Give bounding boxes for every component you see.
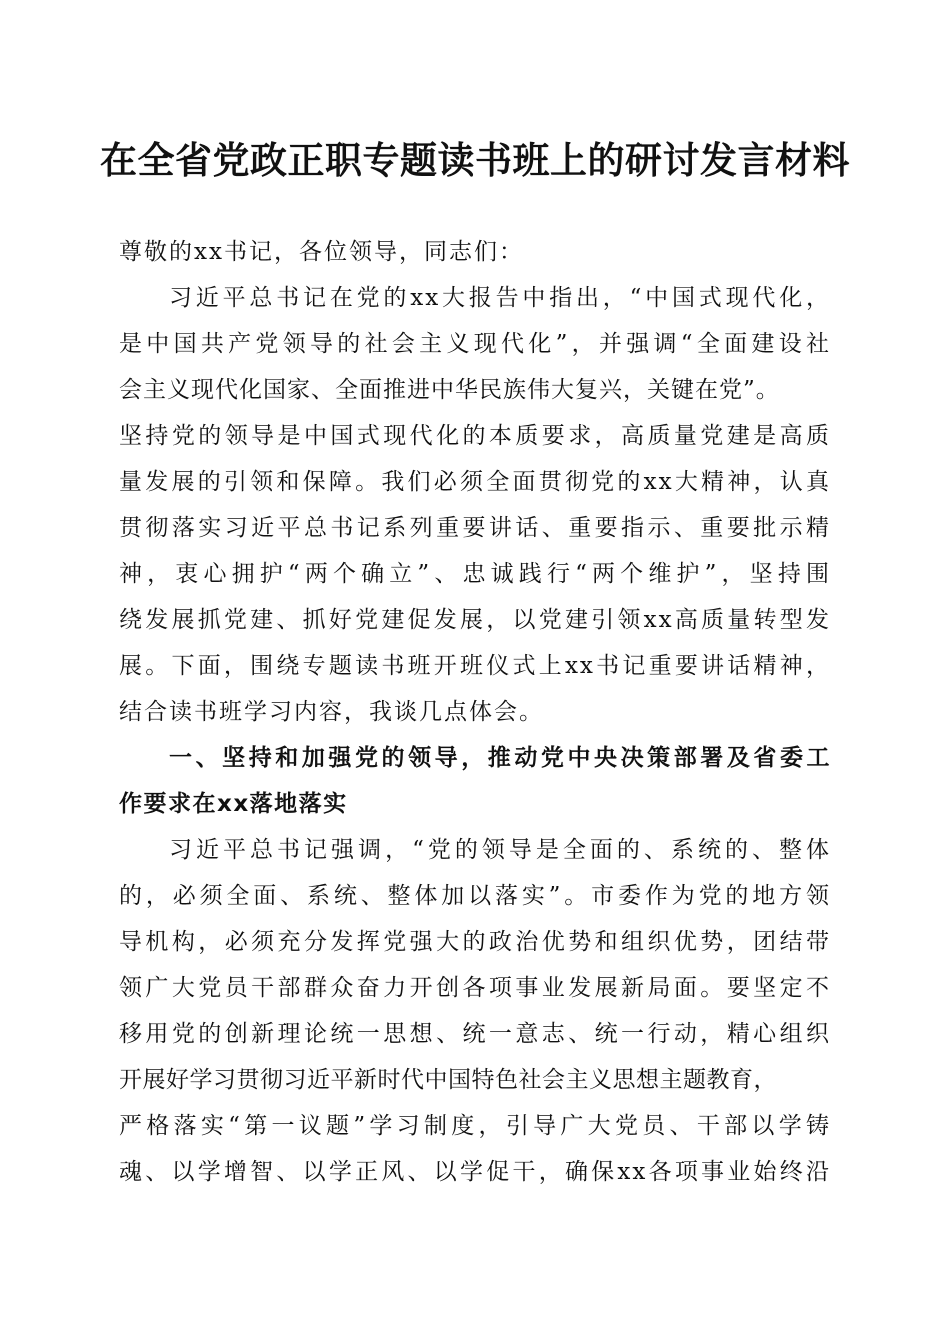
paragraph-line: 神，衷心拥护“两个确立”、忠诚践行“两个维护”，坚持围 bbox=[119, 561, 831, 587]
section-heading-line: 作要求在xx落地落实 bbox=[119, 791, 348, 817]
paragraph-line: 量发展的引领和保障。我们必须全面贯彻党的xx大精神，认真 bbox=[119, 469, 831, 495]
paragraph-line: 领广大党员干部群众奋力开创各项事业发展新局面。要坚定不 bbox=[119, 975, 831, 1001]
paragraph-line: 展。下面，围绕专题读书班开班仪式上xx书记重要讲话精神， bbox=[119, 653, 831, 679]
paragraph-line: 结合读书班学习内容，我谈几点体会。 bbox=[119, 699, 544, 725]
paragraph-line: 是中国共产党领导的社会主义现代化”，并强调“全面建设社 bbox=[119, 331, 831, 357]
section-heading-line: 一、坚持和加强党的领导，推动党中央决策部署及省委工 bbox=[169, 745, 831, 771]
paragraph-line: 开展好学习贯彻习近平新时代中国特色社会主义思想主题教育， bbox=[119, 1067, 777, 1093]
paragraph-line: 习近平总书记强调，“党的领导是全面的、系统的、整体 bbox=[169, 837, 831, 863]
paragraph-line: 魂、以学增智、以学正风、以学促干，确保xx各项事业始终沿 bbox=[119, 1159, 831, 1185]
document-title: 在全省党政正职专题读书班上的研讨发言材料 bbox=[100, 138, 850, 182]
document-body bbox=[119, 229, 831, 1195]
paragraph-line: 移用党的创新理论统一思想、统一意志、统一行动，精心组织 bbox=[119, 1021, 831, 1047]
paragraph-line: 坚持党的领导是中国式现代化的本质要求，高质量党建是高质 bbox=[119, 423, 831, 449]
paragraph-line: 会主义现代化国家、全面推进中华民族伟大复兴，关键在党”。 bbox=[119, 377, 780, 403]
paragraph-line: 严格落实“第一议题”学习制度，引导广大党员、干部以学铸 bbox=[119, 1113, 831, 1139]
paragraph-line: 导机构，必须充分发挥党强大的政治优势和组织优势，团结带 bbox=[119, 929, 831, 955]
paragraph-line: 习近平总书记在党的xx大报告中指出，“中国式现代化， bbox=[169, 285, 831, 311]
paragraph-line: 的，必须全面、系统、整体加以落实”。市委作为党的地方领 bbox=[119, 883, 831, 909]
salutation-line: 尊敬的xx书记，各位领导，同志们： bbox=[119, 239, 524, 265]
paragraph-line: 绕发展抓党建、抓好党建促发展，以党建引领xx高质量转型发 bbox=[119, 607, 831, 633]
paragraph-line: 贯彻落实习近平总书记系列重要讲话、重要指示、重要批示精 bbox=[119, 515, 831, 541]
